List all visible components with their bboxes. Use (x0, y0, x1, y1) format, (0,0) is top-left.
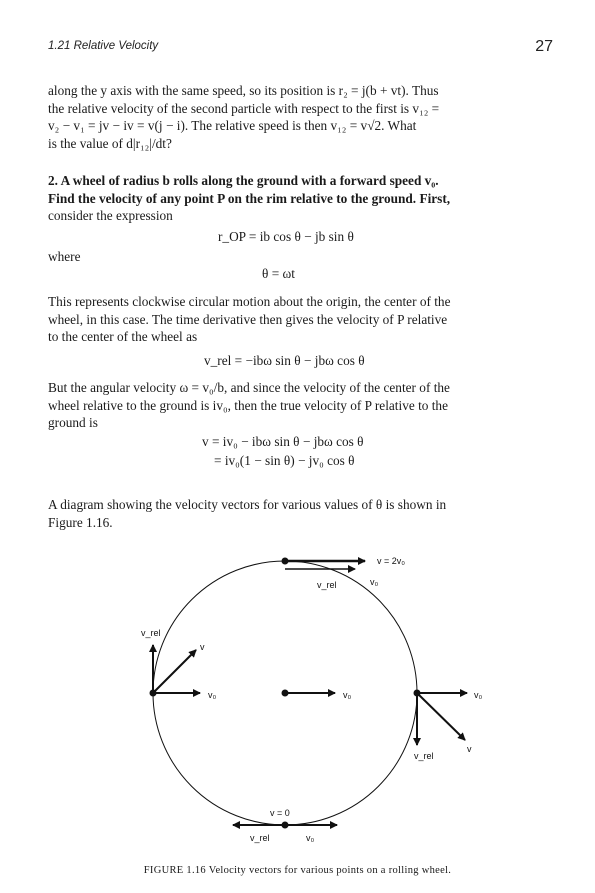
left-v-label: v (200, 642, 205, 652)
text-line: But the angular velocity ω = v₀/b, and since the velocity of the center of the (48, 380, 450, 395)
bottom-v-label: v = 0 (270, 808, 290, 818)
text-line: ground is (48, 415, 98, 430)
text-line: is the value of d|r₁₂|/dt? (48, 135, 172, 151)
right-vrel-label: v_rel (414, 751, 434, 761)
paragraph-relative-velocity (48, 82, 553, 152)
running-head: 1.21 Relative Velocity (48, 40, 159, 52)
center-v0-label: v₀ (343, 690, 352, 700)
right-v0-label: v₀ (474, 690, 483, 700)
right-v-label: v (467, 744, 472, 754)
problem-2-statement (48, 172, 553, 225)
equation-r-op: r_OP = ib cos θ − jb sin θ (218, 229, 354, 244)
text-line: v₂ − v₁ = jv − iv = v(j − i). The relative speed is then v₁₂ = v√2. What (48, 118, 417, 133)
rolling-wheel-figure (0, 540, 595, 860)
text-line: 2. A wheel of radius b rolls along the ground with a forward speed v₀. (48, 173, 439, 188)
text-line: wheel relative to the ground is iv₀, then the true velocity of P relative to the (48, 397, 448, 413)
left-v-vector (153, 650, 196, 693)
text-line: consider the expression (48, 208, 173, 223)
equation-v-line-2: = iv₀(1 − sin θ) − jv₀ cos θ (214, 453, 355, 468)
top-v0-label: v₀ (370, 577, 379, 587)
top-v-label: v = 2v₀ (377, 556, 405, 566)
figure-caption: FIGURE 1.16 Velocity vectors for various points on a rolling wheel. (143, 865, 452, 876)
top-vrel-label: v_rel (317, 580, 337, 590)
text-line: This represents clockwise circular motion about the origin, the center of the (48, 294, 451, 309)
left-v0-label: v₀ (208, 690, 217, 700)
text-line: Figure 1.16. (48, 514, 113, 530)
text-line: A diagram showing the velocity vectors for various values of θ is shown in (48, 497, 447, 512)
where-label: where (48, 249, 81, 264)
page-number: 27 (535, 38, 553, 55)
text-line: the relative velocity of the second particle with respect to the first is v₁₂ = (48, 100, 440, 116)
text-line: Find the velocity of any point P on the rim relative to the ground. First, (48, 190, 451, 206)
paragraph-angular-velocity (48, 379, 553, 432)
left-vrel-label: v_rel (141, 628, 161, 638)
text-line: to the center of the wheel as (48, 329, 198, 344)
right-v-vector (417, 693, 465, 740)
paragraph-clockwise-motion (48, 293, 553, 346)
text-line: along the y axis with the same speed, so its position is r₂ = j(b + vt). Thus (48, 83, 439, 98)
equation-v-rel: v_rel = −ibω sin θ − jbω cos θ (204, 353, 365, 368)
text-line: wheel, in this case. The time derivative then gives the velocity of P relative (48, 311, 448, 327)
bottom-vrel-label: v_rel (250, 833, 270, 843)
equation-v-line-1: v = iv₀ − ibω sin θ − jbω cos θ (202, 434, 364, 449)
bottom-v0-label: v₀ (306, 833, 315, 843)
equation-theta: θ = ωt (262, 266, 295, 281)
paragraph-diagram-intro (48, 496, 553, 531)
